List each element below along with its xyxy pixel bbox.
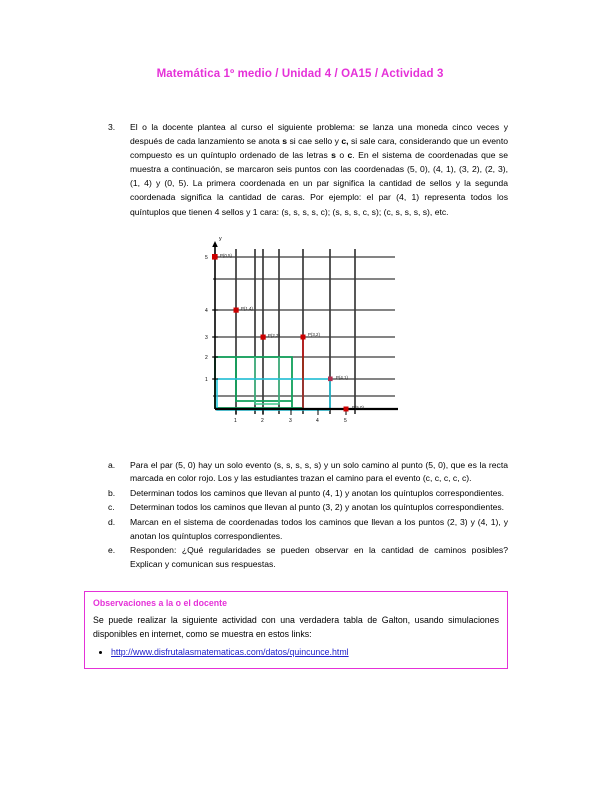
data-point-4-1 xyxy=(328,376,333,381)
step-marker: b. xyxy=(108,487,116,498)
step-marker: e. xyxy=(108,545,116,556)
step-item xyxy=(108,487,508,501)
step-item xyxy=(108,459,508,486)
activity-paragraph-bold-run: c xyxy=(347,150,353,161)
step-item xyxy=(108,516,508,543)
observations-title: Observaciones a la o el docente xyxy=(93,598,227,609)
green-path xyxy=(215,357,303,408)
observations-link-item xyxy=(111,646,499,660)
activity-item xyxy=(0,120,600,219)
x-tick-labels xyxy=(234,418,347,424)
svg-text:3: 3 xyxy=(205,334,208,341)
coordinate-system-chart xyxy=(195,233,405,443)
svg-text:5: 5 xyxy=(344,417,347,424)
observations-links xyxy=(93,646,499,660)
axes xyxy=(212,241,398,409)
svg-text:2: 2 xyxy=(261,417,264,424)
data-point-label-1-4: P(1,4) xyxy=(241,305,253,311)
svg-text:1: 1 xyxy=(234,417,237,424)
data-point-0-5 xyxy=(212,254,218,260)
data-point-3-2 xyxy=(301,334,306,339)
step-text: Marcan en el sistema de coordenadas todos los caminos que llevan a los puntos (2, 3) y (4, 1), y anotan los quíntuplos correspondientes. xyxy=(130,517,508,541)
svg-text:3: 3 xyxy=(289,417,292,424)
step-text: Determinan todos los caminos que llevan al punto (3, 2) y anotan los quíntuplos correspondientes. xyxy=(130,502,505,513)
svg-text:4: 4 xyxy=(205,307,208,314)
data-point-label-2-3: P(2,3) xyxy=(268,332,280,338)
step-marker: c. xyxy=(108,502,115,513)
coordinate-system-svg xyxy=(195,233,405,443)
data-point-label-0-5: P(0,5) xyxy=(220,252,232,258)
activity-paragraph-run: si sale cara, considerando que un evento compuesto es un quíntuplo ordenado de las letras xyxy=(130,136,508,161)
step-text: Responden: ¿Qué regularidades se pueden observar en la cantidad de caminos posibles? Explican y comunican sus respuestas. xyxy=(130,545,508,569)
activity-paragraph-run: si cae sello y xyxy=(287,136,342,147)
activity-paragraph-bold-run: s xyxy=(331,150,336,161)
step-item xyxy=(108,501,508,515)
steps-list xyxy=(0,459,600,572)
data-point-2-3 xyxy=(261,334,266,339)
green-path-light xyxy=(255,357,279,404)
activity-paragraph-run: o xyxy=(335,150,348,161)
step-text: Determinan todos los caminos que llevan al punto (4, 1) y anotan los quíntuplos correspondientes. xyxy=(130,487,505,498)
data-point-5-0 xyxy=(344,406,349,411)
svg-text:2: 2 xyxy=(205,354,208,361)
data-point-label-3-2: P(3,2) xyxy=(308,331,320,337)
activity-paragraph-run: . En el sistema de coordenadas que se muestra a continuación, se marcaron seis puntos con las coordenadas (5, 0), (4, 1), (3, 2), (2, 3), (1, 4) y (0, 5). La primera coordenada en un par significa la cantidad de sellos y la segunda coordenada significa la cantidad de caras. Por ejemplo: el par (4, 1) representa todos los quíntuplos que tienen 4 sellos y 1 cara: (s, s, s, s, c); (s, s, s, c, s); (c, s, s, s, s), etc. xyxy=(130,150,509,217)
data-point-label-4-1: P(4,1) xyxy=(336,374,348,380)
activity-paragraph-run: El o la docente plantea al curso el siguiente problema: se lanza una moneda cinco veces y después de cada lanzamiento se anota xyxy=(130,122,508,147)
y-axis-label: y xyxy=(219,235,222,242)
page-title: Matemática 1º medio / Unidad 4 / OA15 / Actividad 3 xyxy=(156,68,444,80)
step-item xyxy=(108,544,508,571)
step-marker: d. xyxy=(108,517,116,528)
data-point-label-5-0: P(5,0) xyxy=(352,404,364,410)
activity-paragraph-bold-run: c, xyxy=(341,136,349,147)
svg-text:1: 1 xyxy=(205,376,208,383)
step-text: Para el par (5, 0) hay un solo evento (s, s, s, s, s) y un solo camino al punto (5, 0), que es la recta marcada en color rojo. Los y las estudiantes trazan el camino para el evento (c, c, c, c, c). xyxy=(130,459,508,484)
activity-number: 3. xyxy=(108,122,116,132)
activity-paragraph-bold-run: s xyxy=(282,136,288,147)
y-tick-labels xyxy=(205,255,208,383)
cyan-path xyxy=(217,379,330,410)
data-point-1-4 xyxy=(234,307,239,312)
observations-box xyxy=(84,591,508,668)
activity-paragraph xyxy=(130,120,508,219)
data-points xyxy=(212,254,349,412)
observations-link[interactable]: http://www.disfrutalasmatematicas.com/datos/quincunce.html xyxy=(111,647,349,657)
svg-text:4: 4 xyxy=(316,417,319,424)
observations-body: Se puede realizar la siguiente actividad con una verdadera tabla de Galton, usando simulaciones disponibles en internet, como se muestra en estos links: xyxy=(93,615,499,640)
grid-vertical-lines xyxy=(236,249,355,414)
grid-horizontal-lines xyxy=(213,257,395,396)
svg-text:5: 5 xyxy=(205,254,208,261)
step-marker: a. xyxy=(108,459,116,470)
coordinate-figure-container xyxy=(0,233,600,443)
